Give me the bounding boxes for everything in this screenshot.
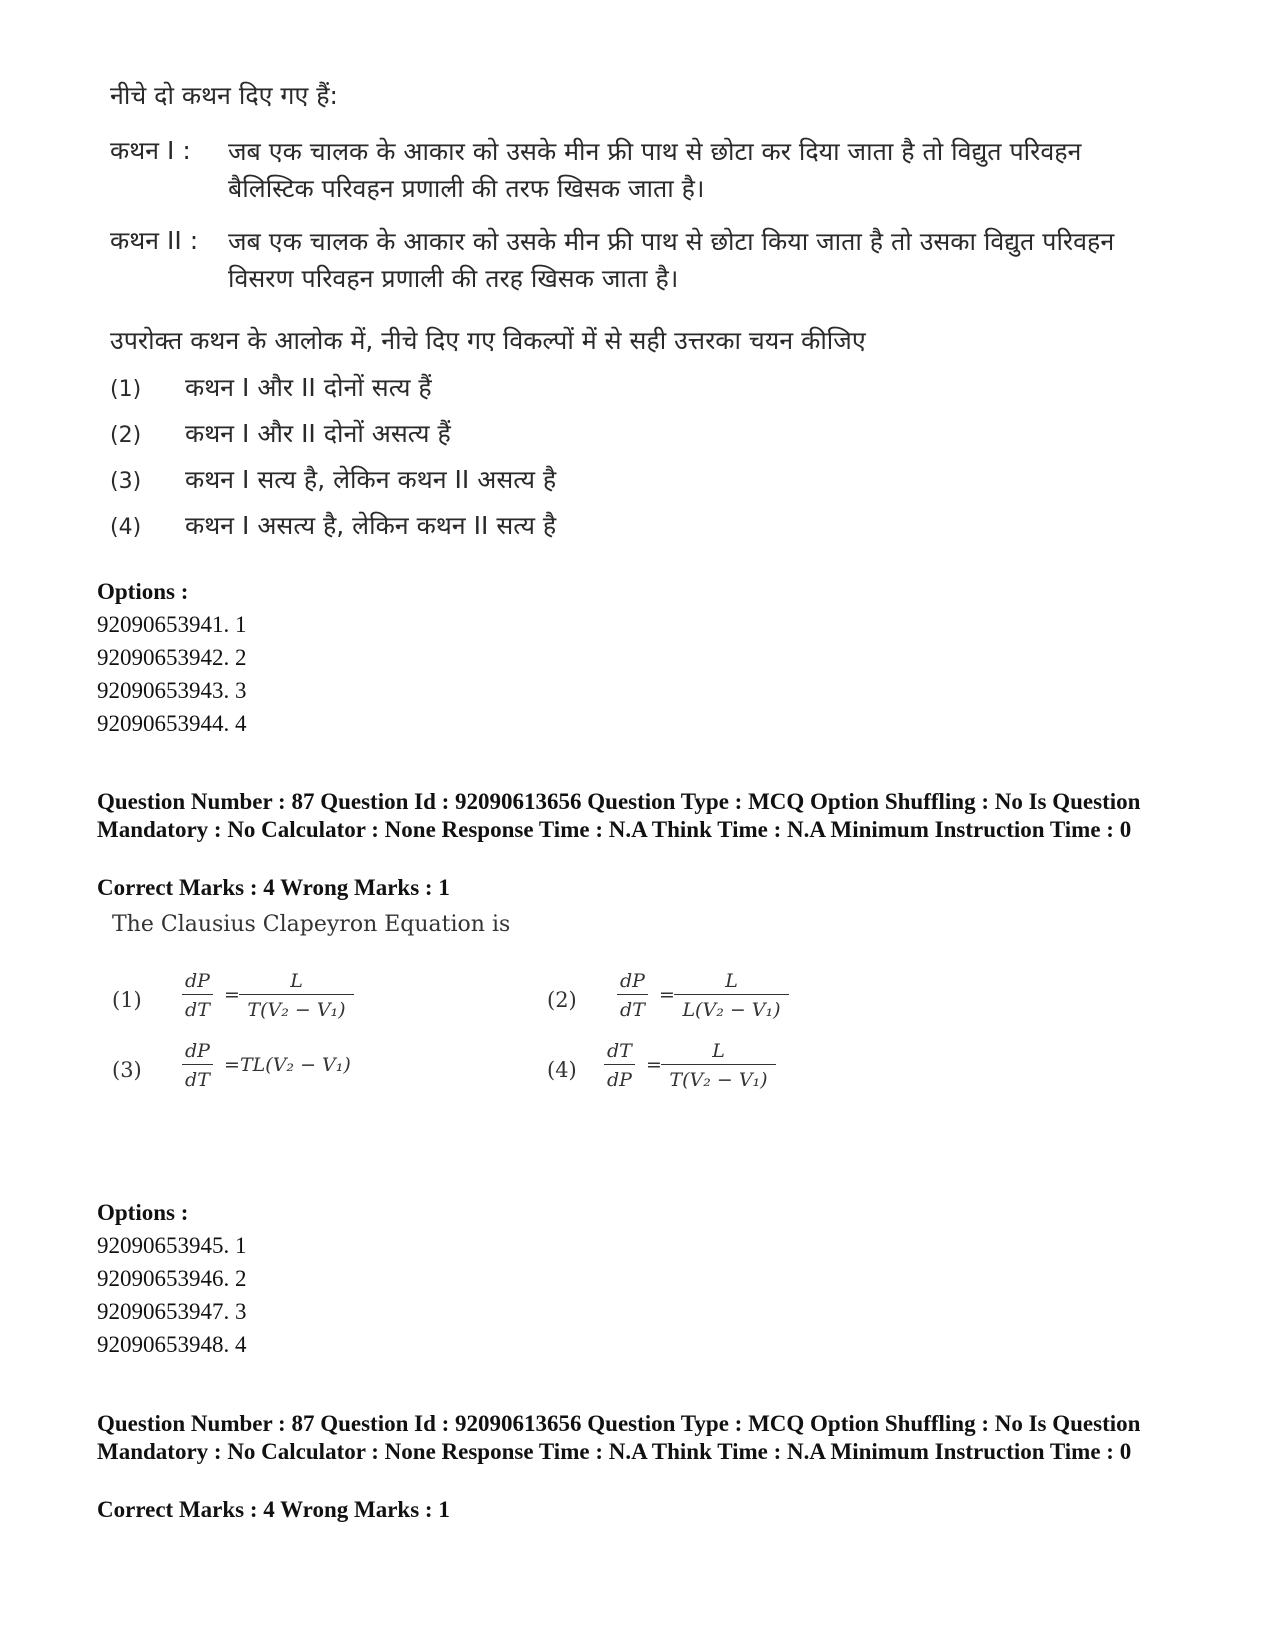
choice-number: (4) xyxy=(110,515,142,540)
fraction-dp-dt: $\frac{dP}{dT}$ xyxy=(182,970,213,1021)
statement-1-text: जब एक चालक के आकार को उसके मीन फ्री पाथ से छोटा कर दिया जाता है तो विद्युत परिवहन बैलिस्टिक परिवहन प्रणाली की तरफ खिसक जाता है। xyxy=(228,137,1082,203)
choice-text: कथन I और II दोनों सत्य हैं xyxy=(185,373,432,402)
equation-question-title: The Clausius Clapeyron Equation is xyxy=(112,912,511,937)
option-line: 92090653944. 4 xyxy=(97,711,247,736)
option-line: 92090653943. 3 xyxy=(97,678,247,703)
choice-text: कथन I सत्य है, लेकिन कथन II असत्य है xyxy=(185,465,557,494)
option-line: 92090653945. 1 xyxy=(97,1233,247,1258)
question-marks: Correct Marks : 4 Wrong Marks : 1 xyxy=(97,1497,450,1522)
equals-sign: = xyxy=(224,984,240,1006)
question-meta: Question Number : 87 Question Id : 92090613656 Question Type : MCQ Option Shuffling : No Is Question Mandatory : No Calculator : None Response Time : N.A Think Time : N.A Minimum Instruction Time : 0 xyxy=(97,789,1141,842)
equation-choice-number: (4) xyxy=(547,1058,577,1082)
choice-3 xyxy=(110,462,556,496)
option-line: 92090653947. 3 xyxy=(97,1299,247,1324)
question-marks: Correct Marks : 4 Wrong Marks : 1 xyxy=(97,875,450,900)
equation-choice-number: (3) xyxy=(112,1058,142,1082)
question-intro: नीचे दो कथन दिए गए हैं: xyxy=(110,81,338,110)
equation-rhs-3: TL(V₂ − V₁) xyxy=(240,1054,351,1076)
statement-2-text: जब एक चालक के आकार को उसके मीन फ्री पाथ से छोटा किया जाता है तो उसका विद्युत परिवहन विसरण परिवहन प्रणाली की तरह खिसक जाता है। xyxy=(228,227,1115,293)
fraction-rhs-2: $\frac{L}{\text{L(V₂ − V₁)}}$ xyxy=(674,970,789,1021)
option-line: 92090653948. 4 xyxy=(97,1332,247,1357)
equation-question-block xyxy=(112,912,872,1102)
choice-1 xyxy=(110,370,432,404)
question-instruction: उपरोक्त कथन के आलोक में, नीचे दिए गए विकल्पों में से सही उत्तरका चयन कीजिए xyxy=(110,326,866,355)
option-line: 92090653941. 1 xyxy=(97,612,247,637)
equals-sign: = xyxy=(659,984,675,1006)
choice-number: (1) xyxy=(110,377,142,402)
choice-number: (2) xyxy=(110,423,142,448)
option-line: 92090653942. 2 xyxy=(97,645,247,670)
statement-2-label: कथन II : xyxy=(110,226,199,255)
fraction-dp-dt: $\frac{dP}{dT}$ xyxy=(617,970,648,1021)
statement-1-label: कथन I : xyxy=(110,136,191,165)
fraction-rhs-4: $\frac{L}{\text{T(V₂ − V₁)}}$ xyxy=(661,1040,776,1091)
option-line: 92090653946. 2 xyxy=(97,1266,247,1291)
options-heading: Options : xyxy=(97,1200,189,1225)
fraction-rhs-1: $\frac{L}{\text{T(V₂ − V₁)}}$ xyxy=(239,970,354,1021)
choice-number: (3) xyxy=(110,469,142,494)
choice-4 xyxy=(110,508,556,542)
options-heading: Options : xyxy=(97,579,189,604)
fraction-dt-dp: $\frac{dT}{dP}$ xyxy=(604,1040,635,1091)
choice-text: कथन I असत्य है, लेकिन कथन II सत्य है xyxy=(185,511,557,540)
equation-choice-number: (1) xyxy=(112,988,142,1012)
choice-2 xyxy=(110,416,451,450)
equals-sign: = xyxy=(646,1054,662,1076)
equation-choice-number: (2) xyxy=(547,988,577,1012)
choice-text: कथन I और II दोनों असत्य हैं xyxy=(185,419,451,448)
fraction-dp-dt: $\frac{dP}{dT}$ xyxy=(182,1040,213,1091)
question-meta: Question Number : 87 Question Id : 92090613656 Question Type : MCQ Option Shuffling : No Is Question Mandatory : No Calculator : None Response Time : N.A Think Time : N.A Minimum Instruction Time : 0 xyxy=(97,1411,1141,1464)
equals-sign: = xyxy=(224,1054,240,1076)
